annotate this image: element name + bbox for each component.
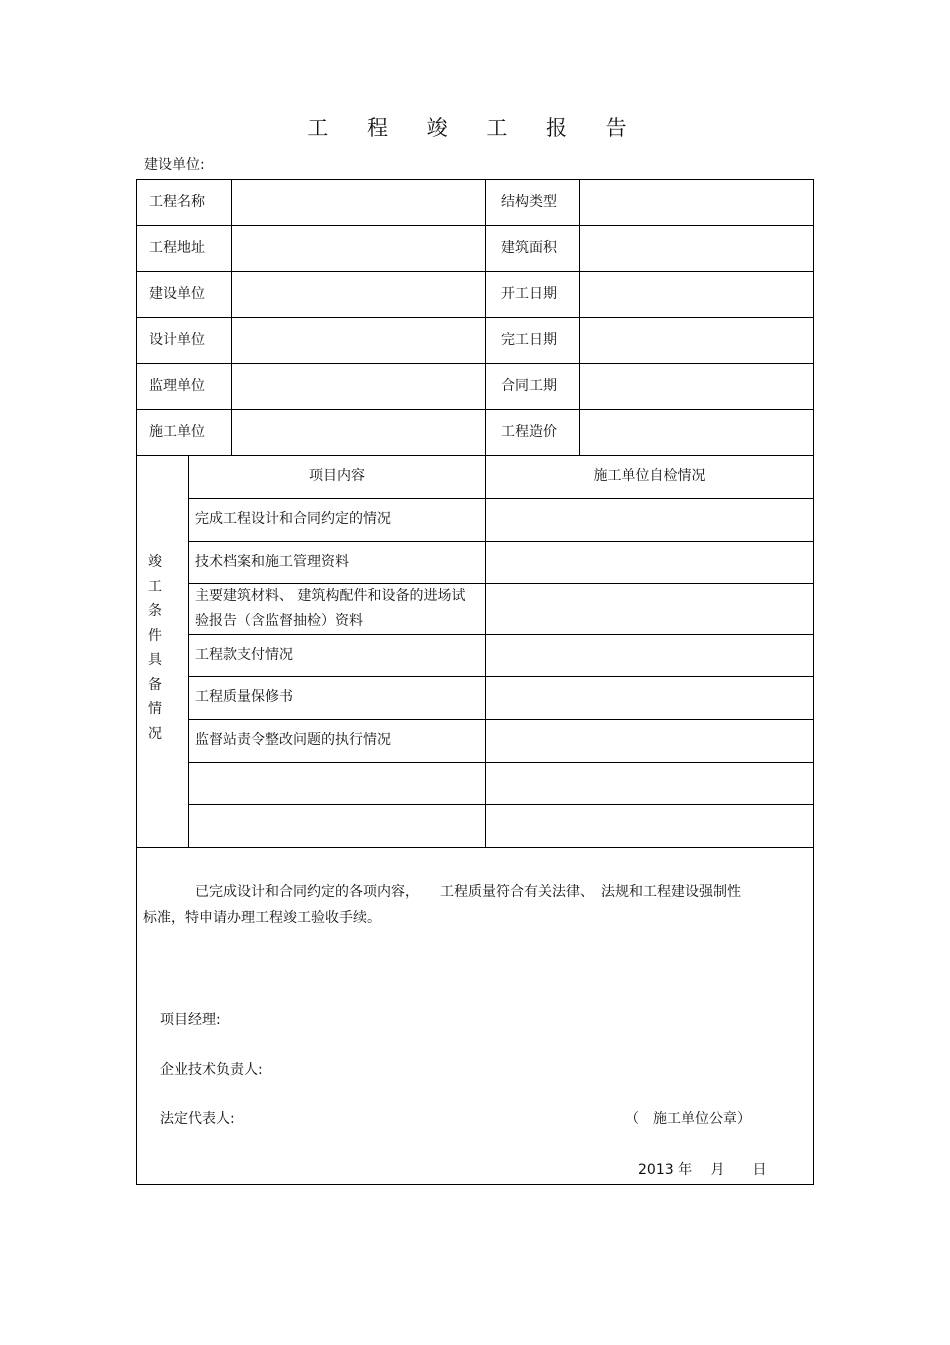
self-check-field[interactable] — [486, 804, 813, 847]
label-contract-period: 合同工期 — [501, 377, 557, 394]
value-field[interactable] — [580, 363, 813, 409]
self-check-field[interactable] — [486, 762, 813, 804]
value-field[interactable] — [232, 363, 484, 409]
condition-item — [195, 804, 483, 847]
label-structure-type: 结构类型 — [501, 194, 557, 210]
value-field[interactable] — [232, 225, 484, 271]
value-field[interactable] — [580, 271, 813, 317]
condition-item: 完成工程设计和合同约定的情况 — [195, 511, 391, 527]
label-project-name: 工程名称 — [149, 194, 205, 210]
condition-item — [195, 762, 483, 804]
label-floor-area: 建筑面积 — [501, 239, 557, 256]
seal-label: （ 施工单位公章） — [625, 1111, 751, 1127]
legal-rep-label: 法定代表人: — [160, 1111, 235, 1127]
value-field[interactable] — [580, 409, 813, 455]
statement-line-1: 已完成设计和合同约定的各项内容， 工程质量符合有关法律、 法规和工程建设强制性 — [195, 884, 741, 900]
condition-item: 工程款支付情况 — [195, 646, 293, 663]
project-manager-label: 项目经理: — [160, 1012, 221, 1028]
self-check-field[interactable] — [486, 719, 813, 762]
value-field[interactable] — [580, 317, 813, 363]
section-divider — [137, 847, 813, 848]
condition-item: 技术档案和施工管理资料 — [195, 553, 349, 570]
label-start-date: 开工日期 — [501, 285, 557, 302]
statement-line-2: 标准，特申请办理工程竣工验收手续。 — [143, 910, 381, 926]
label-completion-date: 完工日期 — [501, 331, 557, 348]
value-field[interactable] — [580, 225, 813, 271]
value-field[interactable] — [232, 317, 484, 363]
value-field[interactable] — [232, 271, 484, 317]
header-self-check: 施工单位自检情况 — [593, 468, 706, 484]
label-project-address: 工程地址 — [149, 239, 205, 256]
condition-item: 工程质量保修书 — [195, 689, 293, 705]
label-project-cost: 工程造价 — [501, 423, 557, 440]
value-field[interactable] — [232, 180, 484, 225]
value-field[interactable] — [580, 180, 813, 225]
document-title: 工 程 竣 工 报 告 — [307, 116, 643, 140]
label-design-unit: 设计单位 — [149, 331, 205, 348]
client-label: 建设单位: — [144, 157, 205, 173]
value-field[interactable] — [232, 409, 484, 455]
conditions-side-label: 竣 工 条 件 具 备 情 况 — [148, 554, 162, 742]
condition-item: 主要建筑材料、 建筑构配件和设备的进场试验报告（含监督抽检）资料 — [195, 587, 466, 629]
header-item-content: 项目内容 — [309, 468, 365, 484]
condition-item: 监督站责令整改问题的执行情况 — [195, 732, 391, 748]
tech-lead-label: 企业技术负责人: — [160, 1062, 263, 1078]
column-divider — [188, 455, 189, 847]
completion-report-form — [136, 179, 814, 1185]
date-label: 2013 年 月 日 — [638, 1162, 767, 1178]
label-client-unit: 建设单位 — [149, 285, 205, 302]
label-construction-unit: 施工单位 — [149, 423, 205, 440]
self-check-field[interactable] — [486, 541, 813, 583]
label-supervision-unit: 监理单位 — [149, 377, 205, 394]
self-check-field[interactable] — [486, 634, 813, 676]
self-check-field[interactable] — [486, 498, 813, 541]
self-check-field[interactable] — [486, 583, 813, 634]
self-check-field[interactable] — [486, 676, 813, 719]
